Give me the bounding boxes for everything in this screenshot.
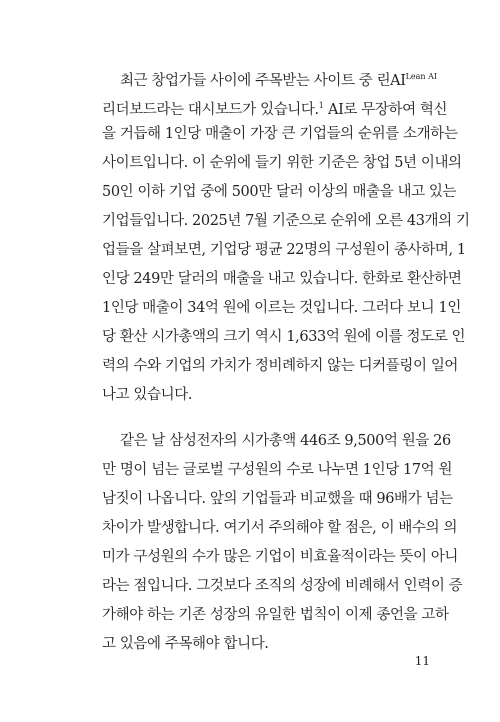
text-line: 만 명이 넘는 글로벌 구성원의 수로 나누면 1인당 17억 원 (102, 462, 453, 478)
text-line: 50인 이하 기업 중에 500만 달러 이상의 매출을 내고 있는 (102, 184, 457, 200)
text-line (102, 91, 448, 120)
text-line: 미가 구성원의 수가 많은 기업이 비효율적이라는 뜻이 아니 (102, 549, 459, 565)
text-line (102, 62, 438, 91)
text-run: AI로 무장하여 혁신 (323, 102, 448, 118)
text-line: 나고 있습니다. (102, 387, 193, 403)
paragraph-1 (102, 62, 470, 410)
text-line: 차이가 발생합니다. 여기서 주의해야 할 점은, 이 배수의 의 (102, 520, 458, 536)
text-line: 고 있음에 주목해야 합니다. (102, 636, 269, 652)
text-line: 을 거듭해 1인당 매출이 가장 큰 기업들의 순위를 소개하는 (102, 126, 458, 142)
text-line: 기업들입니다. 2025년 7월 기준으로 순위에 오른 43개의 기 (102, 213, 470, 229)
text-run: 최근 창업가들 사이에 주목받는 사이트 중 린AI (120, 73, 406, 89)
text-line: 남짓이 나옵니다. 앞의 기업들과 비교했을 때 96배가 넘는 (102, 491, 453, 507)
text-line: 같은 날 삼성전자의 시가총액 446조 9,500억 원을 26 (120, 433, 451, 449)
text-line: 업들을 살펴보면, 기업당 평균 22명의 구성원이 종사하며, 1 (102, 242, 466, 258)
text-line: 라는 점입니다. 그것보다 조직의 성장에 비례해서 인력이 증 (102, 578, 463, 594)
paragraph-gap (102, 410, 432, 427)
text-line: 사이트입니다. 이 순위에 들기 위한 기준은 창업 5년 이내의 (102, 155, 462, 171)
body-text (102, 62, 470, 659)
text-line: 력의 수와 기업의 가치가 정비례하지 않는 디커플링이 일어 (102, 358, 459, 374)
text-run: 리더보드라는 대시보드가 있습니다. (102, 102, 319, 118)
text-line: 당 환산 시가총액의 크기 역시 1,633억 원에 이를 정도로 인 (102, 329, 466, 345)
text-line: 1인당 매출이 34억 원에 이르는 것입니다. 그러다 보니 1인 (102, 300, 461, 316)
text-line: 인당 249만 달러의 매출을 내고 있습니다. 한화로 환산하면 (102, 271, 462, 287)
footnote-marker: 1 (318, 101, 324, 110)
page-number: 11 (414, 654, 430, 668)
text-line: 가해야 하는 기존 성장의 유일한 법칙이 이제 종언을 고하 (102, 607, 449, 623)
paragraph-2 (102, 427, 463, 659)
superscript-gloss: Lean AI (405, 72, 438, 81)
